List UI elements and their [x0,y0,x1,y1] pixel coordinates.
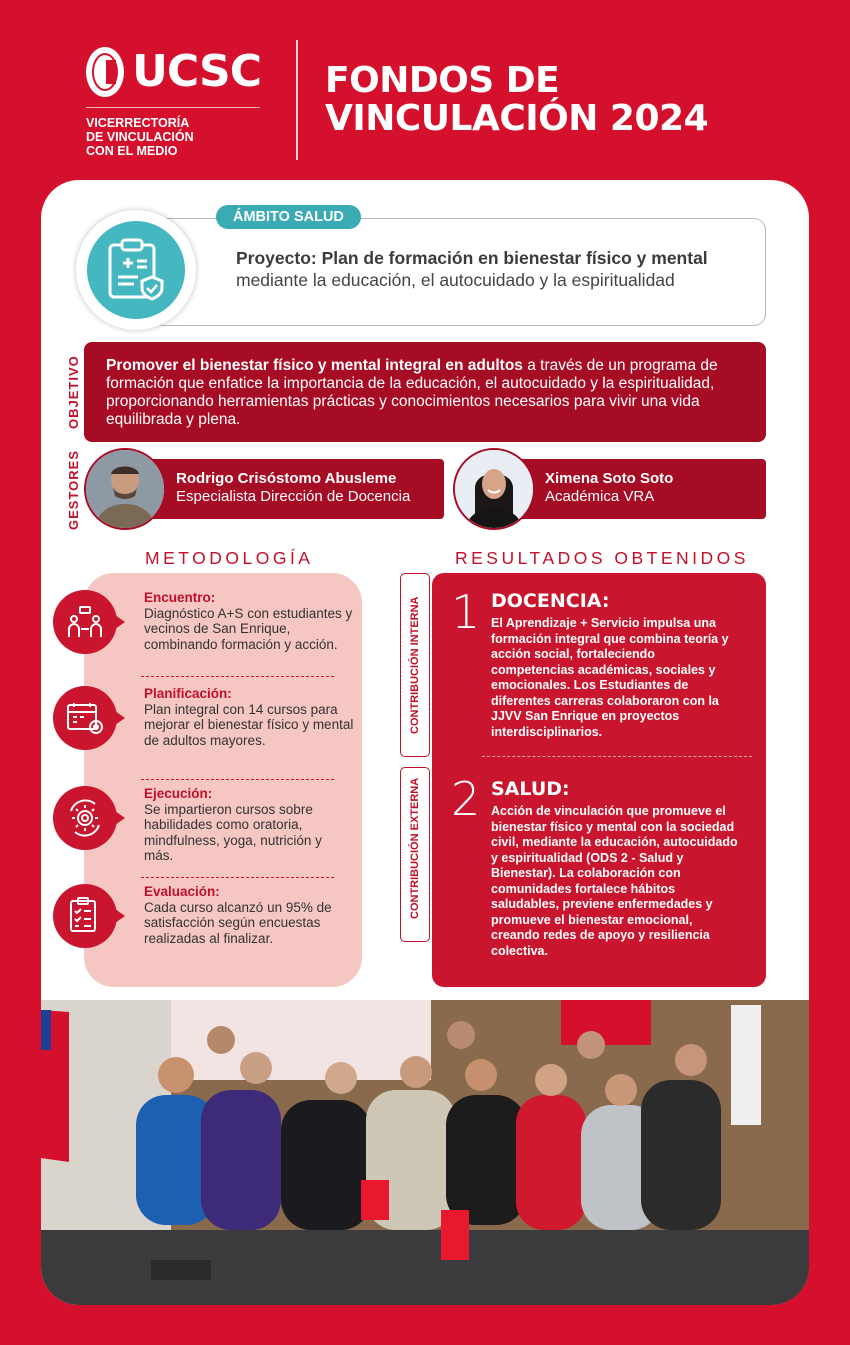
avatar [84,448,166,530]
content-card [41,180,809,1305]
result-heading: SALUD: [491,778,570,800]
divider [482,756,752,757]
divider [141,779,334,780]
gestor-name: Ximena Soto Soto [545,470,674,487]
contribucion-interna-tag: CONTRIBUCIÓN INTERNA [400,573,430,757]
objetivo-bold: Promover el bienestar físico y mental integral en adultos [106,357,523,374]
objetivo-box [84,342,766,442]
university-seal-icon [86,47,124,97]
contribucion-externa-tag: CONTRIBUCIÓN EXTERNA [400,767,430,942]
gestor-role: Especialista Dirección de Docencia [176,488,411,505]
divider [141,877,334,878]
gear-cycle-icon [53,786,117,850]
gestores-side-label: GESTORES [66,449,81,530]
calendar-target-icon [53,686,117,750]
objetivo-side-label: OBJETIVO [66,355,81,429]
metodologia-title: METODOLOGÍA [145,548,314,568]
metodologia-text: Planificación: Plan integral con 14 cursos para mejorar el bienestar físico y mental de adultos mayores. [144,686,354,748]
gestor-card [84,459,444,519]
project-box [151,218,766,326]
gestor-info [124,459,444,519]
ucsc-logo-block [86,46,261,158]
gestor-name: Rodrigo Crisóstomo Abusleme [176,470,397,487]
gestor-card [453,459,766,519]
project-title-rest: mediante la educación, el autocuidado y la espiritualidad [236,270,675,290]
group-photo [41,1000,809,1305]
clipboard-health-icon [76,210,196,330]
divider [141,676,334,677]
ambito-badge: ÁMBITO SALUD [216,205,361,229]
project-title-bold: Proyecto: Plan de formación en bienestar físico y mental [236,248,708,268]
page-title: FONDOS DE VINCULACIÓN 2024 [325,60,709,139]
resultados-title: RESULTADOS OBTENIDOS [455,548,749,568]
result-number: 2 [451,772,481,826]
metodologia-text: Encuentro: Diagnóstico A+S con estudiantes y vecinos de San Enrique, combinando formación y acción. [144,590,353,652]
logo-divider [86,107,260,108]
gestor-role: Académica VRA [545,488,655,505]
logo-wordmark: UCSC [132,46,261,97]
metodologia-text: Evaluación: Cada curso alcanzó un 95% de satisfacción según encuestas realizadas al finalizar. [144,884,332,946]
objetivo-text: a través de un programa de formación que enfatice la importancia de la educación, el autocuidado y la espiritualidad, proporcionando herramientas prácticas y conocimientos necesarios para vivir una vida equilibrada y plena. [106,357,718,428]
result-heading: DOCENCIA: [491,590,610,612]
header-divider [296,40,298,160]
metodologia-text: Ejecución: Se impartieron cursos sobre habilidades como oratoria, mindfulness, yoga, nutrición y más. [144,786,322,863]
result-number: 1 [451,585,481,639]
meeting-icon [53,590,117,654]
result-text: El Aprendizaje + Servicio impulsa una formación integral que combina teoría y acción social, fortaleciendo competencias académicas, sociales y emocionales. Los Estudiantes de diferentes carreras colaboraron con la JJVV San Enrique en proyectos interdisciplinarios. [491,616,729,739]
vicerrectoria-label: VICERRECTORÍA DE VINCULACIÓN CON EL MEDIO [86,116,194,158]
avatar [453,448,535,530]
checklist-icon [53,884,117,948]
result-text: Acción de vinculación que promueve el bienestar físico y mental con la sociedad civil, mediante la educación, autocuidado y espiritualidad (ODS 2 - Salud y Bienestar). La colaboración con comunidades fortalece hábitos saludables, previene enfermedades y promueve el bienestar emocional, creando redes de apoyo y resiliencia colectiva. [491,804,738,958]
